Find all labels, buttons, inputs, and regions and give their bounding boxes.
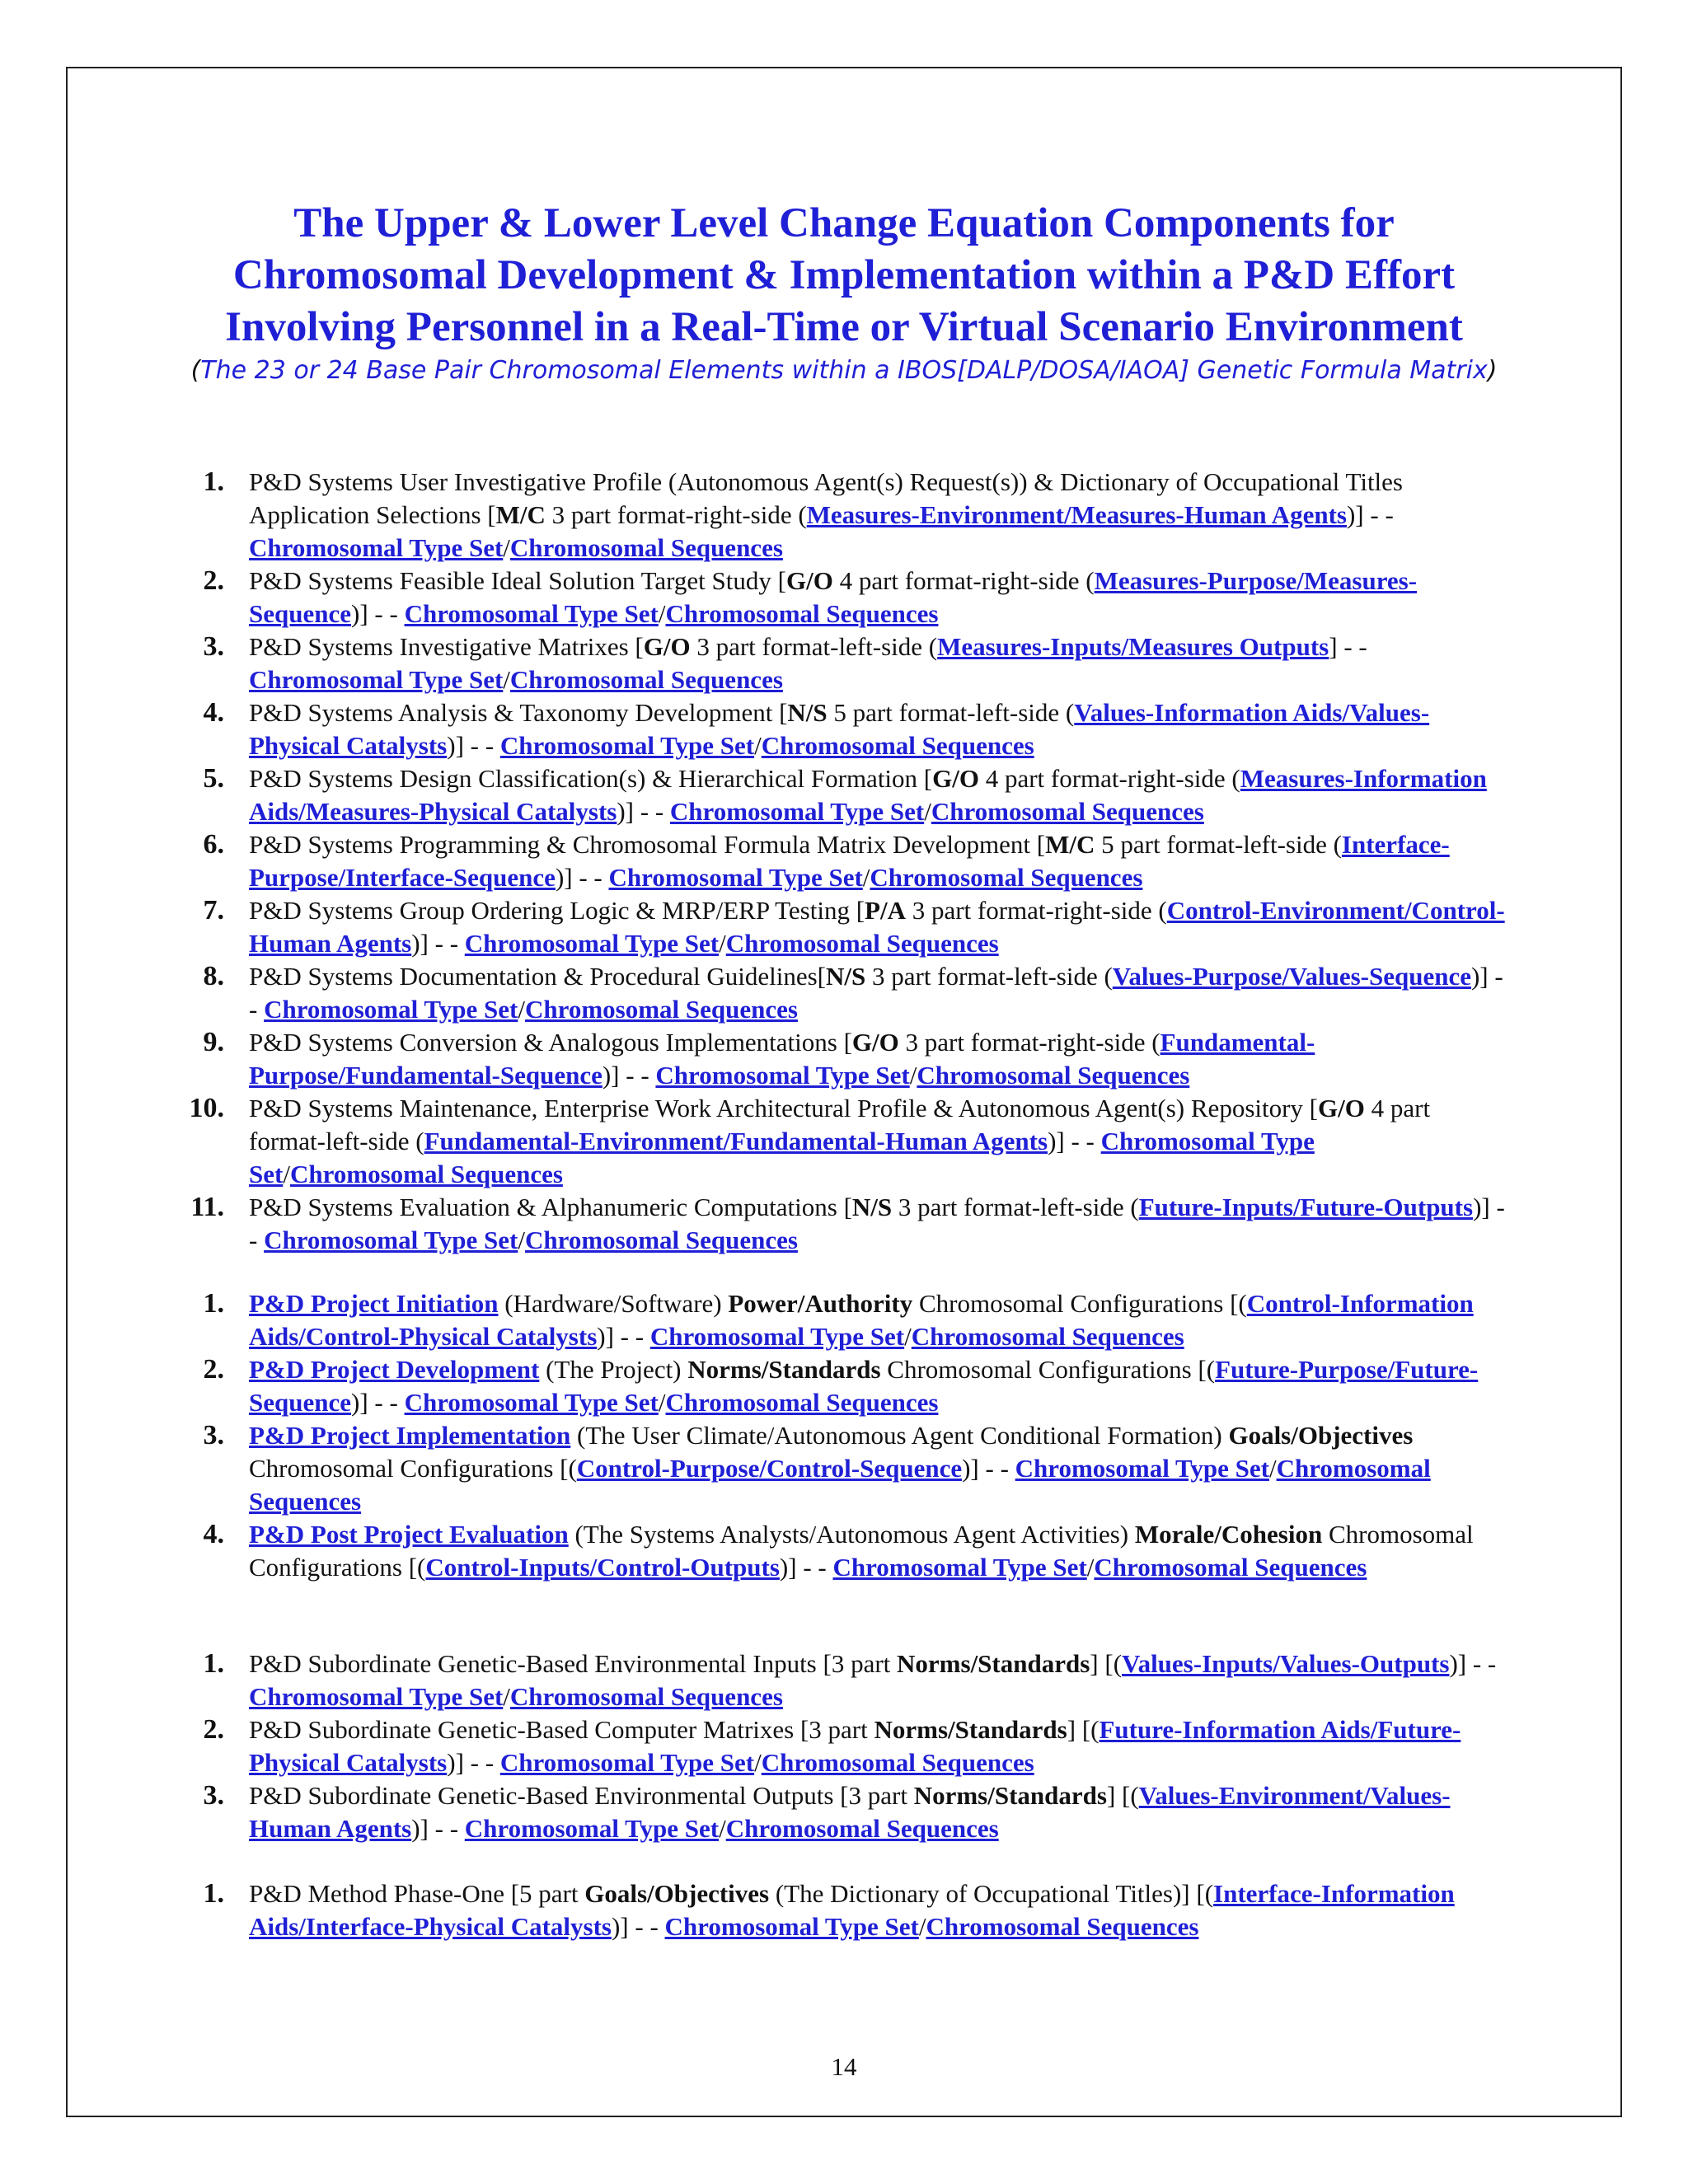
- item-code: M/C: [495, 500, 546, 529]
- item-reference-link[interactable]: Future-Information Aids/Future-Physical Catalysts: [249, 1715, 1461, 1777]
- separator: - -: [428, 1814, 465, 1843]
- separator: - -: [1363, 500, 1394, 529]
- item-text: [249, 466, 1510, 565]
- item-number: 8.: [203, 961, 224, 991]
- item-text-c: 3 part format-right-side (: [905, 896, 1167, 925]
- sequences-link[interactable]: Chromosomal Sequences: [289, 1160, 563, 1188]
- item-text: [249, 696, 1510, 762]
- sequences-link[interactable]: Chromosomal Sequences: [525, 995, 798, 1024]
- item-text-a: P&D Subordinate Genetic-Based Environmental Inputs [3 part: [249, 1649, 898, 1678]
- item-number: 7.: [203, 895, 224, 926]
- item-text-d: )]: [411, 929, 429, 958]
- item-text-a: P&D Systems Group Ordering Logic & MRP/ERP Testing [: [249, 896, 865, 925]
- item-text-c: (The Dictionary of Occupational Titles)] [(: [769, 1879, 1214, 1908]
- item-code: Power/Authority: [728, 1289, 913, 1318]
- item-reference-link[interactable]: Future-Inputs/Future-Outputs: [1138, 1193, 1474, 1221]
- slash: /: [754, 1748, 762, 1777]
- list-item: [0, 696, 1688, 762]
- separator: - -: [1466, 1649, 1497, 1678]
- slash: /: [658, 599, 666, 628]
- item-text: [249, 828, 1510, 894]
- list-item: [0, 1353, 1688, 1419]
- slash: /: [909, 1061, 917, 1090]
- separator: - -: [463, 731, 500, 760]
- type-set-link[interactable]: Chromosomal Type Set: [404, 599, 659, 628]
- item-text-a: P&D Systems Evaluation & Alphanumeric Computations [: [249, 1193, 852, 1221]
- list-item: [0, 1287, 1688, 1353]
- item-text-d: )]: [447, 1748, 464, 1777]
- separator: - -: [572, 863, 609, 892]
- type-set-link[interactable]: Chromosomal Type Set: [264, 995, 518, 1024]
- item-text: [249, 1026, 1510, 1092]
- item-text: [249, 1287, 1510, 1353]
- item-number: 1.: [203, 1648, 224, 1679]
- item-text-c: 5 part format-left-side (: [1095, 830, 1342, 859]
- item-text-c: Chromosomal Configurations [(: [249, 1454, 577, 1483]
- type-set-link[interactable]: Chromosomal Type Set: [832, 1553, 1087, 1582]
- item-text-a: (The User Climate/Autonomous Agent Conditional Formation): [570, 1421, 1229, 1450]
- item-reference-link[interactable]: Interface-Purpose/Interface-Sequence: [249, 830, 1450, 892]
- item-text-c: 3 part format-right-side (: [545, 500, 807, 529]
- slash: /: [862, 863, 870, 892]
- item-text-a: P&D Systems Feasible Ideal Solution Target Study [: [249, 566, 786, 595]
- type-set-link[interactable]: Chromosomal Type Set: [264, 1226, 518, 1254]
- item-code: Norms/Standards: [897, 1649, 1090, 1678]
- item-text-c: 4 part format-right-side (: [978, 764, 1240, 793]
- item-text: [249, 1779, 1510, 1845]
- item-text: [249, 1713, 1510, 1779]
- item-number: 4.: [203, 697, 224, 728]
- item-text: [249, 894, 1510, 960]
- item-text-c: Chromosomal Configurations [(: [880, 1355, 1216, 1384]
- subtitle-open-paren: (: [190, 356, 201, 385]
- item-text-d: )]: [351, 1388, 368, 1417]
- list-item: [0, 960, 1688, 1026]
- item-text-a: P&D Systems User Investigative Profile (Autonomous Agent(s) Request(s)) & Dictionary of Occupational Titles Application Selections [: [249, 467, 1403, 529]
- item-reference-link[interactable]: Values-Purpose/Values-Sequence: [1112, 962, 1471, 991]
- item-number: 10.: [189, 1093, 224, 1123]
- item-reference-link[interactable]: Fundamental-Purpose/Fundamental-Sequence: [249, 1028, 1315, 1090]
- item-code: Norms/Standards: [913, 1781, 1107, 1810]
- separator: - -: [368, 1388, 405, 1417]
- type-set-link[interactable]: Chromosomal Type Set: [249, 665, 504, 694]
- systems-list: [0, 466, 1688, 1257]
- sequences-link[interactable]: Chromosomal Sequences: [665, 599, 939, 628]
- sequences-link[interactable]: Chromosomal Sequences: [509, 1682, 783, 1711]
- item-text-a: P&D Method Phase-One [5 part: [249, 1879, 585, 1908]
- item-text-c: Chromosomal Configurations [(: [249, 1520, 1474, 1582]
- item-lead-link[interactable]: P&D Project Initiation: [249, 1289, 499, 1318]
- item-number: 4.: [203, 1519, 224, 1549]
- item-lead-link[interactable]: P&D Project Implementation: [249, 1421, 571, 1450]
- item-text-d: )]: [611, 1912, 629, 1941]
- item-text-a: P&D Systems Conversion & Analogous Implementations [: [249, 1028, 852, 1057]
- separator: - -: [628, 1912, 665, 1941]
- separator: - -: [249, 962, 1503, 1024]
- slash: /: [503, 533, 510, 562]
- item-lead-link[interactable]: P&D Post Project Evaluation: [249, 1520, 569, 1549]
- list-item: [0, 1779, 1688, 1845]
- item-text-a: P&D Systems Maintenance, Enterprise Work Architectural Profile & Autonomous Agent(s) Repository [: [249, 1094, 1319, 1122]
- list-item: [0, 1647, 1688, 1713]
- slash: /: [503, 665, 510, 694]
- list-item: [0, 630, 1688, 696]
- type-set-link[interactable]: Chromosomal Type Set: [249, 1127, 1315, 1188]
- item-text-c: 3 part format-left-side (: [690, 632, 938, 661]
- item-number: 2.: [203, 565, 224, 596]
- slash: /: [754, 731, 762, 760]
- separator: - -: [634, 797, 670, 826]
- item-text-a: P&D Subordinate Genetic-Based Environmental Outputs [3 part: [249, 1781, 914, 1810]
- item-text-d: )]: [447, 731, 464, 760]
- item-text-d: )]: [1473, 1193, 1490, 1221]
- sequences-link[interactable]: Chromosomal Sequences: [870, 863, 1143, 892]
- item-reference-link[interactable]: Measures-Inputs/Measures Outputs: [937, 632, 1329, 661]
- list-item: [0, 1092, 1688, 1191]
- slash: /: [1268, 1454, 1277, 1483]
- slash: /: [518, 1226, 525, 1254]
- subordinate-list: [0, 1647, 1688, 1845]
- separator: - -: [368, 599, 405, 628]
- separator: - -: [428, 929, 465, 958]
- slash: /: [518, 995, 525, 1024]
- item-text: [249, 1191, 1510, 1257]
- item-code: G/O: [851, 1028, 899, 1057]
- item-text-d: )]: [1048, 1127, 1065, 1155]
- item-text-a: P&D Systems Investigative Matrixes [: [249, 632, 644, 661]
- title-line-1: The Upper & Lower Level Change Equation Components for: [293, 200, 1395, 246]
- item-number: 3.: [203, 1420, 224, 1451]
- item-number: 2.: [203, 1714, 224, 1745]
- item-text-c: 3 part format-left-side (: [892, 1193, 1139, 1221]
- item-reference-link[interactable]: Measures-Information Aids/Measures-Physical Catalysts: [249, 764, 1487, 826]
- separator: - -: [463, 1748, 500, 1777]
- item-code: Goals/Objectives: [584, 1879, 770, 1908]
- item-code: P/A: [865, 896, 906, 925]
- item-code: G/O: [785, 566, 833, 595]
- item-reference-link[interactable]: Control-Environment/Control-Human Agents: [249, 896, 1505, 958]
- item-reference-link[interactable]: Control-Inputs/Control-Outputs: [425, 1553, 780, 1582]
- type-set-link[interactable]: Chromosomal Type Set: [608, 863, 863, 892]
- item-text-d: )]: [351, 599, 368, 628]
- item-code: Goals/Objectives: [1228, 1421, 1414, 1450]
- item-code: Norms/Standards: [874, 1715, 1067, 1744]
- item-number: 3.: [203, 1780, 224, 1811]
- type-set-link[interactable]: Chromosomal Type Set: [499, 1748, 755, 1777]
- item-code: Norms/Standards: [687, 1355, 881, 1384]
- sequences-link[interactable]: Chromosomal Sequences: [665, 1388, 939, 1417]
- item-text-d: )]: [1346, 500, 1364, 529]
- item-text-d: )]: [1449, 1649, 1467, 1678]
- type-set-link[interactable]: Chromosomal Type Set: [664, 1912, 919, 1941]
- item-text-d: )]: [617, 797, 634, 826]
- item-text-a: P&D Subordinate Genetic-Based Computer Matrixes [3 part: [249, 1715, 874, 1744]
- item-code: N/S: [825, 962, 866, 991]
- item-reference-link[interactable]: Interface-Information Aids/Interface-Physical Catalysts: [249, 1879, 1455, 1941]
- item-reference-link[interactable]: Values-Environment/Values-Human Agents: [249, 1781, 1451, 1843]
- item-code: Morale/Cohesion: [1134, 1520, 1323, 1549]
- item-text: [249, 630, 1510, 696]
- project-list: [0, 1287, 1688, 1584]
- item-reference-link[interactable]: Values-Inputs/Values-Outputs: [1122, 1649, 1450, 1678]
- list-item: [0, 1026, 1688, 1092]
- item-text: [249, 1419, 1510, 1518]
- item-reference-link[interactable]: Fundamental-Environment/Fundamental-Human Agents: [424, 1127, 1048, 1155]
- sequences-link[interactable]: Chromosomal Sequences: [917, 1061, 1190, 1090]
- list-item: [0, 1518, 1688, 1584]
- item-text: [249, 1877, 1510, 1943]
- list-item: [0, 762, 1688, 828]
- item-text-a: (The Project): [539, 1355, 688, 1384]
- item-text-c: ] [(: [1090, 1649, 1123, 1678]
- slash: /: [918, 1912, 926, 1941]
- item-reference-link[interactable]: Control-Purpose/Control-Sequence: [576, 1454, 963, 1483]
- item-text-a: (The Systems Analysts/Autonomous Agent Activities): [568, 1520, 1135, 1549]
- item-lead-link[interactable]: P&D Project Development: [249, 1355, 540, 1384]
- slash: /: [904, 1322, 912, 1351]
- slash: /: [283, 1160, 290, 1188]
- separator: - -: [1064, 1127, 1101, 1155]
- list-item: [0, 1877, 1688, 1943]
- item-text-c: Chromosomal Configurations [(: [912, 1289, 1247, 1318]
- item-reference-link[interactable]: Values-Information Aids/Values-Physical Catalysts: [249, 698, 1430, 760]
- sequences-link[interactable]: Chromosomal Sequences: [1094, 1553, 1367, 1582]
- separator: - -: [1337, 632, 1367, 661]
- type-set-link[interactable]: Chromosomal Type Set: [464, 929, 720, 958]
- item-code: N/S: [851, 1193, 893, 1221]
- slash: /: [503, 1682, 510, 1711]
- sequences-link[interactable]: Chromosomal Sequences: [761, 1748, 1034, 1777]
- item-text-d: )]: [411, 1814, 429, 1843]
- type-set-link[interactable]: Chromosomal Type Set: [655, 1061, 910, 1090]
- list-item: [0, 828, 1688, 894]
- separator: - -: [796, 1553, 833, 1582]
- separator: - -: [613, 1322, 650, 1351]
- list-item: [0, 466, 1688, 565]
- item-text-d: )]: [602, 1061, 620, 1090]
- list-item: [0, 565, 1688, 630]
- type-set-link[interactable]: Chromosomal Type Set: [464, 1814, 720, 1843]
- separator: - -: [619, 1061, 656, 1090]
- item-number: 9.: [203, 1027, 224, 1057]
- slash: /: [924, 797, 931, 826]
- page-subtitle: [115, 354, 1573, 387]
- sequences-link[interactable]: Chromosomal Sequences: [931, 797, 1204, 826]
- item-text-d: )]: [555, 863, 573, 892]
- item-text-a: P&D Systems Design Classification(s) & Hierarchical Formation [: [249, 764, 933, 793]
- type-set-link[interactable]: Chromosomal Type Set: [404, 1388, 659, 1417]
- item-number: 2.: [203, 1354, 224, 1385]
- item-code: N/S: [787, 698, 828, 727]
- separator: - -: [978, 1454, 1015, 1483]
- type-set-link[interactable]: Chromosomal Type Set: [499, 731, 755, 760]
- item-text-c: ] [(: [1067, 1715, 1100, 1744]
- method-list: [0, 1877, 1688, 1943]
- type-set-link[interactable]: Chromosomal Type Set: [249, 533, 504, 562]
- sequences-link[interactable]: Chromosomal Sequences: [725, 929, 999, 958]
- sequences-link[interactable]: Chromosomal Sequences: [249, 1454, 1431, 1516]
- item-text-d: )]: [779, 1553, 797, 1582]
- slash: /: [719, 1814, 726, 1843]
- list-item: [0, 1713, 1688, 1779]
- list-item: [0, 1419, 1688, 1518]
- item-text-c: 5 part format-left-side (: [827, 698, 1075, 727]
- item-text: [249, 1092, 1510, 1191]
- title-line-3: Involving Personnel in a Real-Time or Virtual Scenario Environment: [225, 304, 1463, 350]
- item-text-c: 4 part format-left-side (: [249, 1094, 1431, 1155]
- slash: /: [719, 929, 726, 958]
- item-number: 1.: [203, 466, 224, 497]
- item-code: M/C: [1045, 830, 1095, 859]
- item-text-d: )]: [962, 1454, 979, 1483]
- type-set-link[interactable]: Chromosomal Type Set: [649, 1322, 905, 1351]
- page-title: [115, 198, 1573, 354]
- sequences-link[interactable]: Chromosomal Sequences: [509, 665, 783, 694]
- sequences-link[interactable]: Chromosomal Sequences: [525, 1226, 798, 1254]
- item-text-d: )]: [597, 1322, 614, 1351]
- item-text-c: ] [(: [1106, 1781, 1139, 1810]
- item-code: G/O: [643, 632, 691, 661]
- item-text: [249, 960, 1510, 1026]
- item-number: 11.: [190, 1192, 224, 1222]
- item-number: 5.: [203, 763, 224, 794]
- item-text-c: 3 part format-right-side (: [898, 1028, 1160, 1057]
- subtitle-text: The 23 or 24 Base Pair Chromosomal Elements within a IBOS[DALP/DOSA/IAOA] Genetic Formula Matrix: [200, 356, 1488, 385]
- item-text-d: ]: [1329, 632, 1338, 661]
- item-text-a: P&D Systems Documentation & Procedural Guidelines[: [249, 962, 826, 991]
- title-line-2: Chromosomal Development & Implementation within a P&D Effort: [232, 252, 1456, 298]
- item-reference-link[interactable]: Control-Information Aids/Control-Physical Catalysts: [249, 1289, 1474, 1351]
- sequences-link[interactable]: Chromosomal Sequences: [911, 1322, 1184, 1351]
- item-text-c: 3 part format-left-side (: [865, 962, 1113, 991]
- slash: /: [1086, 1553, 1095, 1582]
- sequences-link[interactable]: Chromosomal Sequences: [926, 1912, 1199, 1941]
- separator: - -: [249, 1193, 1505, 1254]
- item-reference-link[interactable]: Measures-Purpose/Measures-Sequence: [249, 566, 1418, 628]
- sequences-link[interactable]: Chromosomal Sequences: [725, 1814, 999, 1843]
- item-code: G/O: [932, 764, 979, 793]
- list-item: [0, 1191, 1688, 1257]
- item-text-a: P&D Systems Programming & Chromosomal Formula Matrix Development [: [249, 830, 1046, 859]
- page-number: 14: [831, 2052, 857, 2081]
- item-text-d: )]: [1470, 962, 1489, 991]
- subtitle-close-paren: ): [1487, 356, 1498, 385]
- item-number: 1.: [203, 1288, 224, 1319]
- item-text: [249, 565, 1510, 630]
- item-text-a: P&D Systems Analysis & Taxonomy Development [: [249, 698, 788, 727]
- item-number: 6.: [203, 829, 224, 860]
- type-set-link[interactable]: Chromosomal Type Set: [669, 797, 925, 826]
- item-reference-link[interactable]: Measures-Environment/Measures-Human Agents: [806, 500, 1347, 529]
- type-set-link[interactable]: Chromosomal Type Set: [249, 1682, 504, 1711]
- sequences-link[interactable]: Chromosomal Sequences: [761, 731, 1034, 760]
- sequences-link[interactable]: Chromosomal Sequences: [509, 533, 783, 562]
- item-text-a: (Hardware/Software): [498, 1289, 729, 1318]
- item-code: G/O: [1318, 1094, 1365, 1122]
- type-set-link[interactable]: Chromosomal Type Set: [1015, 1454, 1269, 1483]
- list-item: [0, 894, 1688, 960]
- item-reference-link[interactable]: Future-Purpose/Future-Sequence: [249, 1355, 1479, 1417]
- item-text-c: 4 part format-right-side (: [832, 566, 1095, 595]
- item-number: 1.: [203, 1878, 224, 1909]
- item-text: [249, 1518, 1510, 1584]
- item-number: 3.: [203, 631, 224, 662]
- slash: /: [658, 1388, 666, 1417]
- item-text: [249, 1353, 1510, 1419]
- item-text: [249, 762, 1510, 828]
- item-text: [249, 1647, 1510, 1713]
